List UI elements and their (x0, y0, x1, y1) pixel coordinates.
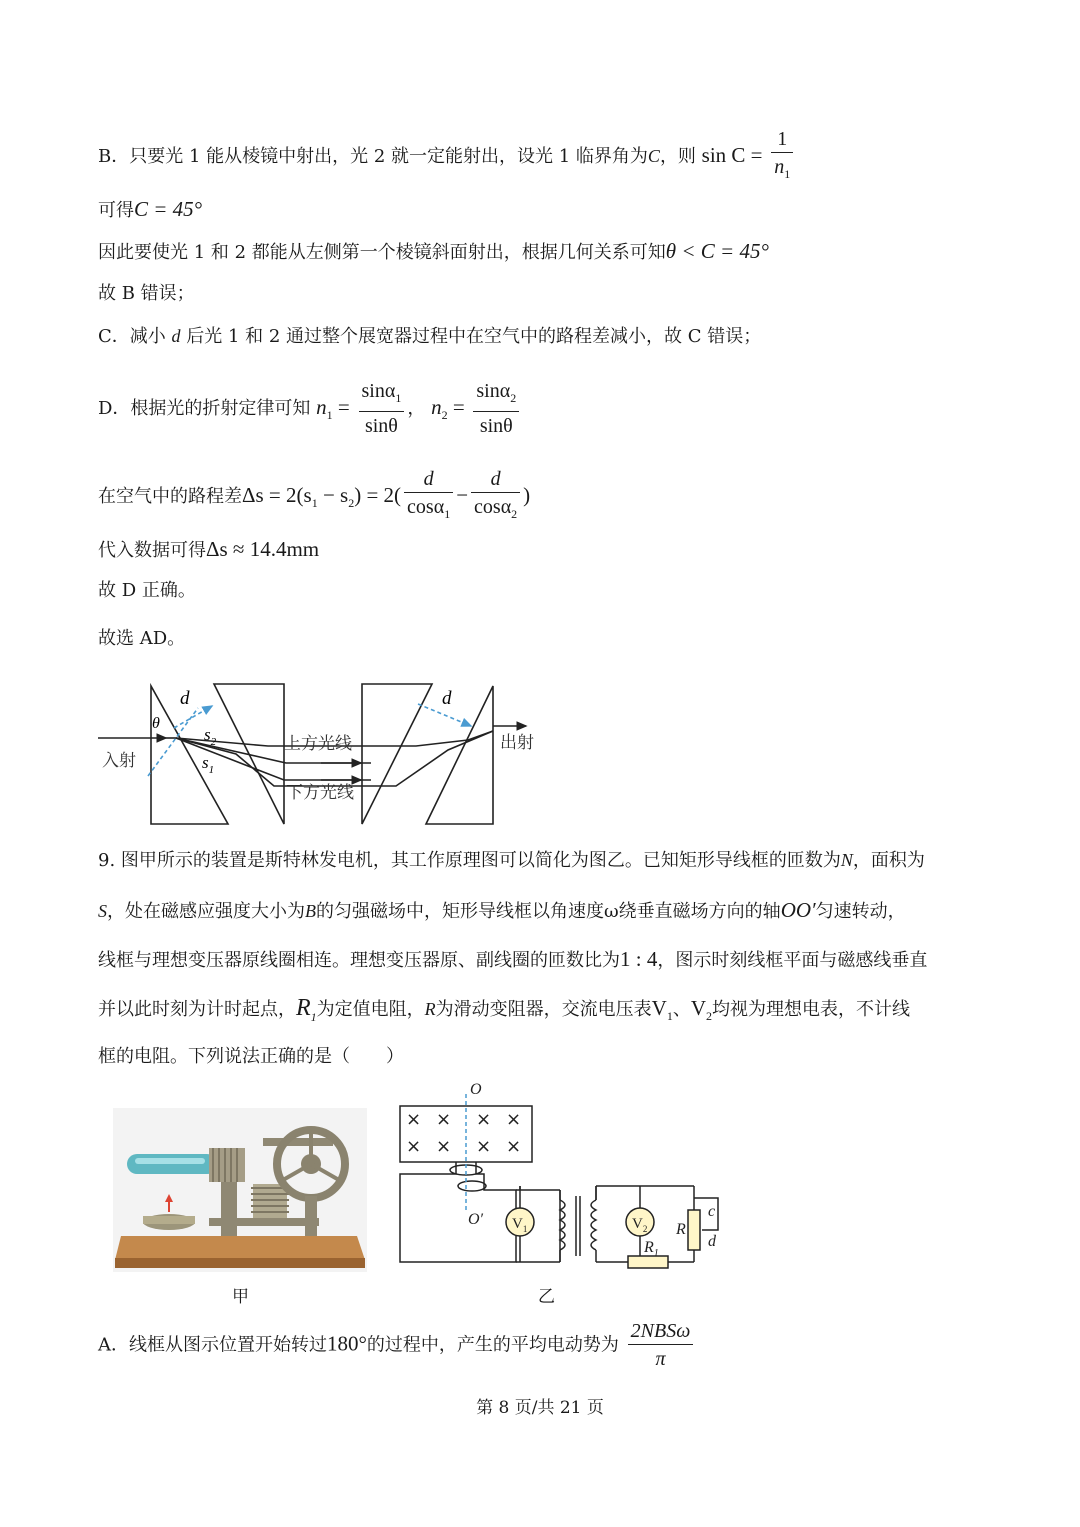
caption-yi: 乙 (538, 1287, 555, 1307)
option-a-den: π (628, 1344, 694, 1373)
var-C: C (647, 146, 660, 166)
b-wrong-text: 故 B 错误； (98, 283, 195, 304)
option-a-fraction (628, 1318, 694, 1373)
q9-R1 (296, 995, 317, 1024)
line-d-correct (98, 577, 196, 605)
field-cross-6: × (436, 1136, 452, 1157)
den-n: n (774, 156, 785, 178)
q9-S: S (98, 901, 107, 921)
fraction-num: 1 (777, 128, 788, 150)
R1sub: 1 (653, 1248, 659, 1259)
d2: d (490, 468, 501, 490)
then-text: ，则 (659, 146, 696, 167)
prism-figure (96, 676, 556, 828)
expr-a: Δs = 2(s (242, 483, 312, 507)
c-text-a: C．减小 (98, 326, 166, 347)
V1: V (512, 1216, 523, 1232)
generator-circuit (396, 1080, 736, 1276)
line-c45 (98, 195, 202, 225)
caption-jia: 甲 (232, 1287, 249, 1307)
s2-sub: 2 (210, 736, 217, 748)
prism-4 (426, 686, 493, 824)
page-footer: 第 8 页/共 21 页 (476, 1398, 604, 1418)
stirling-engine-photo (113, 1108, 367, 1272)
q9-text4b: 为定值电阻， (316, 999, 425, 1020)
q9-line2 (98, 896, 906, 926)
paren-end: ) (523, 483, 531, 507)
V2: V (632, 1216, 643, 1232)
math-c45: C = 45° (134, 197, 203, 221)
cos-alpha1: cosα (407, 496, 445, 518)
fraction-1-over-n1 (771, 126, 793, 188)
fraction-n2 (473, 378, 519, 440)
eq1: = (337, 395, 350, 419)
field-cross-3: × (476, 1109, 492, 1130)
cos1 (404, 492, 453, 528)
resistor-R1 (628, 1256, 668, 1268)
option-b-text: B．只要光 1 能从棱镜中射出，光 2 就一定能射出，设光 1 临界角为 (98, 146, 648, 167)
n1-sub: 1 (326, 408, 333, 423)
R1-letter: R (296, 995, 311, 1021)
rheostat-R (688, 1210, 700, 1250)
answer-text: 故选 AD。 (98, 628, 186, 649)
prism-1 (151, 686, 228, 824)
V2-sub: 2 (706, 1009, 713, 1024)
line-prefix: 可得 (98, 200, 134, 221)
path-diff-text: 在空气中的路程差 (98, 486, 242, 507)
field-cross-4: × (506, 1109, 522, 1130)
fraction-den (771, 152, 793, 188)
line-b-wrong (98, 280, 195, 308)
label-O-prime: O′ (468, 1211, 484, 1228)
R1: R (644, 1239, 654, 1256)
line-answer (98, 625, 185, 653)
label-d: d (708, 1233, 716, 1250)
q9-text2b: ，处在磁感应强度大小为 (107, 901, 305, 922)
alpha2-sub: 2 (510, 391, 517, 405)
V1-letter: V (651, 996, 667, 1020)
option-b-line (98, 126, 796, 188)
q9-line4 (98, 994, 910, 1031)
wooden-base (115, 1236, 365, 1260)
c-text-b: 后光 1 和 2 通过整个展宽器过程中在空气中的路程差减小，故 C 错误； (186, 326, 762, 347)
q9-sep: 、 (672, 999, 691, 1020)
expr-minus: − s (317, 483, 349, 507)
V2-letter: V (690, 996, 707, 1020)
q9-B: B (305, 901, 316, 921)
option-a-num: 2NBSω (630, 1320, 691, 1342)
cos2 (471, 492, 520, 528)
label-R: R (676, 1221, 686, 1238)
label-incident: 入射 (102, 751, 136, 771)
fraction-d-cos1 (404, 466, 453, 528)
sinC-lhs: sin C = (701, 143, 763, 167)
label-d-left: d (180, 688, 190, 709)
q9-V2 (690, 996, 713, 1024)
label-upper-ray: 上方光线 (284, 734, 352, 754)
q9-text1-end: ，面积为 (852, 850, 925, 871)
q9-text3a: 线框与理想变压器原线圈相连。理想变压器原、副线圈的匝数比为 (98, 950, 620, 971)
n2-sub: 2 (441, 408, 448, 423)
path-diff-expr (242, 483, 402, 511)
label-O: O (470, 1081, 482, 1098)
label-theta: θ (152, 715, 160, 732)
s1: s (202, 753, 209, 772)
sin-alpha2: sinα (476, 380, 511, 402)
result-text: 代入数据可得 (98, 540, 206, 561)
fraction-n1 (359, 378, 405, 440)
line-result (98, 535, 319, 565)
q9-line5 (98, 1043, 404, 1071)
sin-alpha1: sinα (361, 380, 396, 402)
d-text: D．根据光的折射定律可知 (98, 398, 311, 419)
expr-mid: ) = 2( (354, 483, 402, 507)
s1-sub: 1 (311, 496, 318, 511)
q9-ratio: 1 : 4 (620, 947, 658, 971)
V1sub: 1 (522, 1224, 528, 1234)
frac-n2-num (473, 378, 519, 411)
q9-line1 (98, 846, 925, 875)
frac-n1-den: sinθ (359, 411, 405, 440)
minus2: − (456, 483, 469, 507)
field-cross-8: × (506, 1136, 522, 1157)
result-math: Δs ≈ 14.4mm (206, 537, 320, 561)
option-a-text-b: 的过程中，产生的平均电动势为 (366, 1334, 619, 1356)
d1: d (423, 468, 434, 490)
line-theta (98, 237, 769, 267)
fraction-d-cos2 (471, 466, 520, 528)
alpha1-sub: 1 (395, 391, 402, 405)
frac-n1-num (359, 378, 405, 411)
line-path-diff (98, 466, 530, 528)
q9-text5: 框的电阻。下列说法正确的是（ ） (98, 1046, 404, 1067)
q9-axis: OO′ (780, 898, 816, 922)
math-theta-lt-c: θ < C = 45° (665, 239, 769, 263)
d-correct-text: 故 D 正确。 (98, 580, 196, 601)
field-cross-1: × (406, 1109, 422, 1130)
n1-eq (316, 395, 350, 423)
line-text: 因此要使光 1 和 2 都能从左侧第一个棱镜斜面射出，根据几何关系可知 (98, 242, 666, 263)
q9-text3b: ，图示时刻线框平面与磁感线垂直 (657, 950, 928, 971)
q9-text4c: 为滑动变阻器，交流电压表 (435, 999, 652, 1020)
slip-ring-bottom (458, 1181, 486, 1191)
cos-alpha2: cosα (474, 496, 512, 518)
eq2: = (452, 395, 465, 419)
var-d: d (171, 326, 181, 346)
line-refraction (98, 378, 522, 440)
label-s1 (202, 753, 214, 776)
V2sub: 2 (642, 1224, 648, 1234)
secondary-coil (591, 1200, 596, 1250)
q9-V1 (651, 996, 673, 1024)
den-sub: 1 (784, 167, 791, 181)
V1-sub: 1 (666, 1009, 673, 1024)
q9-text1: 9. 图甲所示的装置是斯特林发电机，其工作原理图可以简化为图乙。已知矩形导线框的匝数为 (98, 850, 841, 871)
cos2-sub: 2 (511, 507, 518, 521)
q9-text2d: 的匀强磁场中，矩形导线框以角速度ω绕垂直磁场方向的轴 (316, 901, 781, 922)
s2: s (204, 725, 211, 744)
n2: n (431, 395, 442, 419)
n1: n (316, 395, 327, 419)
frac-n2-den: sinθ (473, 411, 519, 440)
n2-eq (431, 395, 465, 423)
q9-text2f: 匀速转动， (815, 901, 906, 922)
R1-sub: 1 (310, 1009, 317, 1024)
field-cross-2: × (436, 1109, 452, 1130)
q9-N: N (840, 850, 853, 870)
s1-sub: 1 (208, 764, 215, 776)
line-c-wrong (98, 322, 761, 351)
heatsink (253, 1184, 287, 1220)
cylinder (209, 1148, 245, 1182)
option-a-text-a: A．线框从图示位置开始转过 (98, 1334, 327, 1356)
field-cross-5: × (406, 1136, 422, 1157)
loop-left-wire (400, 1162, 516, 1262)
s2-sub: 2 (348, 496, 355, 511)
q9-text4a: 并以此时刻为计时起点， (98, 999, 296, 1020)
q9-line3 (98, 945, 927, 975)
label-exit: 出射 (500, 733, 534, 753)
q9-R: R (424, 999, 436, 1019)
label-c: c (708, 1203, 716, 1220)
label-d-right: d (442, 688, 452, 709)
cos1-sub: 1 (444, 507, 451, 521)
comma: ， (407, 398, 426, 419)
option-a-angle: 180° (327, 1331, 367, 1356)
option-a-line (98, 1318, 696, 1373)
q9-text4d: 均视为理想电表，不计线 (712, 999, 911, 1020)
label-lower-ray: 下方光线 (286, 783, 354, 803)
field-cross-7: × (476, 1136, 492, 1157)
